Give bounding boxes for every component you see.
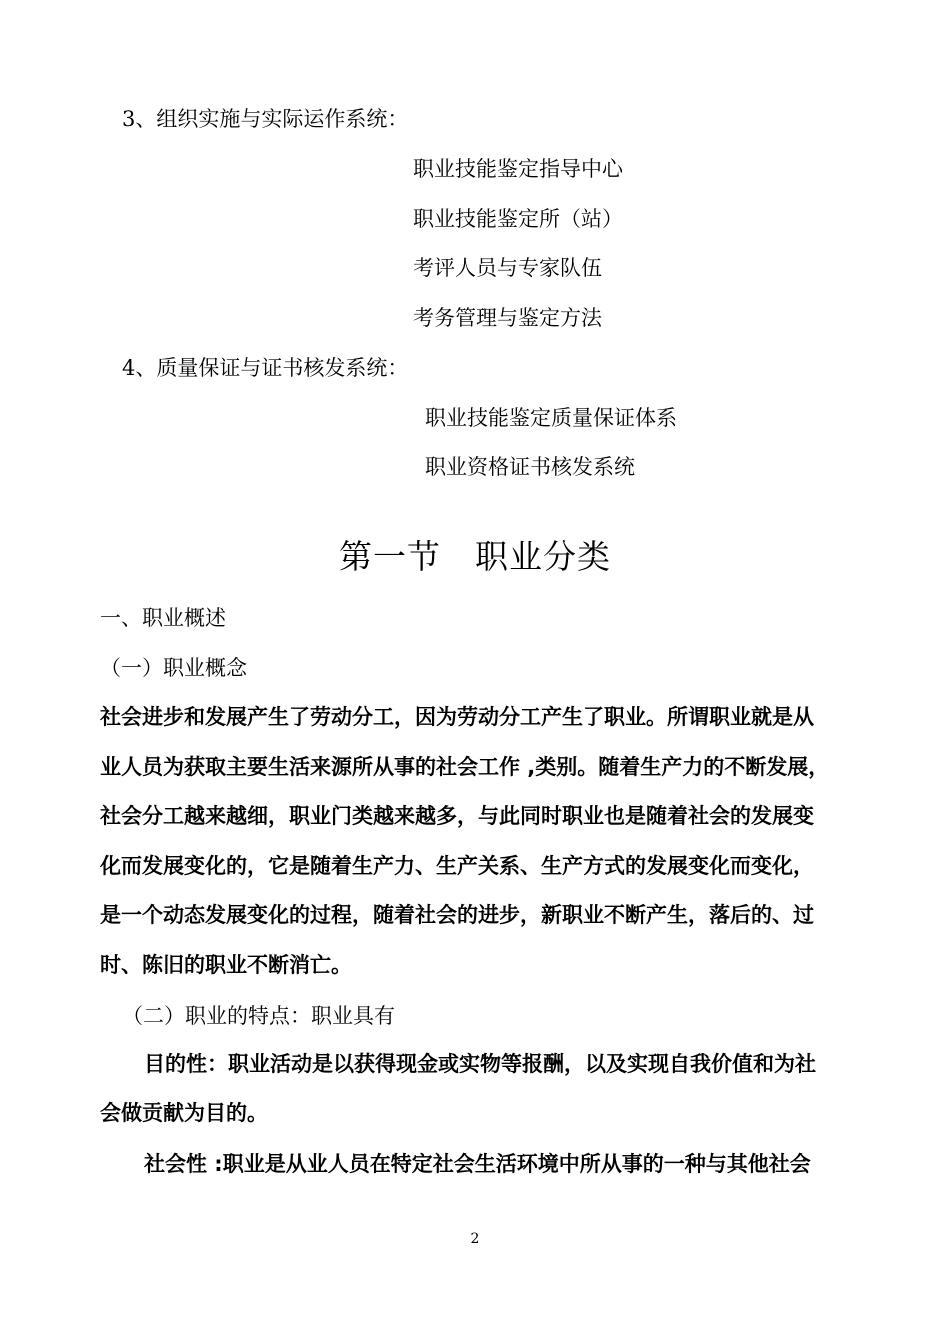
subsection-heading: （一）职业概念	[100, 656, 247, 680]
paragraph-line: 社会性 :职业是从业人员在特定社会生活环境中所从事的一种与其他社会	[144, 1152, 811, 1176]
subsection-heading: （二）职业的特点：职业具有	[122, 1004, 395, 1028]
item4-heading: 4、质量保证与证书核发系统：	[122, 356, 409, 380]
paragraph-line: 会做贡献为目的。	[100, 1101, 268, 1125]
paragraph-line: 业人员为获取主要生活来源所从事的社会工作 ,类别。随着生产力的不断发展，	[100, 755, 830, 779]
item4-subitem: 职业资格证书核发系统	[425, 455, 635, 479]
page-number: 2	[470, 1231, 480, 1247]
item3-subitem: 考评人员与专家队伍	[413, 256, 602, 280]
item4-subitem: 职业技能鉴定质量保证体系	[425, 406, 677, 430]
part-heading: 一、职业概述	[100, 606, 226, 630]
item3-subitem: 职业技能鉴定指导中心	[413, 157, 623, 181]
paragraph-line: 化而发展变化的，它是随着生产力、生产关系、生产方式的发展变化而变化，	[100, 854, 814, 878]
paragraph-line: 社会分工越来越细，职业门类越来越多，与此同时职业也是随着社会的发展变	[100, 804, 814, 828]
paragraph-line: 目的性：职业活动是以获得现金或实物等报酬，以及实现自我价值和为社	[144, 1052, 816, 1076]
paragraph-line: 时、陈旧的职业不断消亡。	[100, 953, 352, 977]
paragraph-line: 是一个动态发展变化的过程，随着社会的进步，新职业不断产生，落后的、过	[100, 903, 814, 927]
item3-subitem: 职业技能鉴定所（站）	[413, 207, 623, 231]
item3-subitem: 考务管理与鉴定方法	[413, 306, 602, 330]
paragraph-line: 社会进步和发展产生了劳动分工，因为劳动分工产生了职业。所谓职业就是从	[100, 705, 814, 729]
section-title: 第一节 职业分类	[339, 537, 611, 576]
item3-heading: 3、组织实施与实际运作系统：	[122, 107, 409, 131]
